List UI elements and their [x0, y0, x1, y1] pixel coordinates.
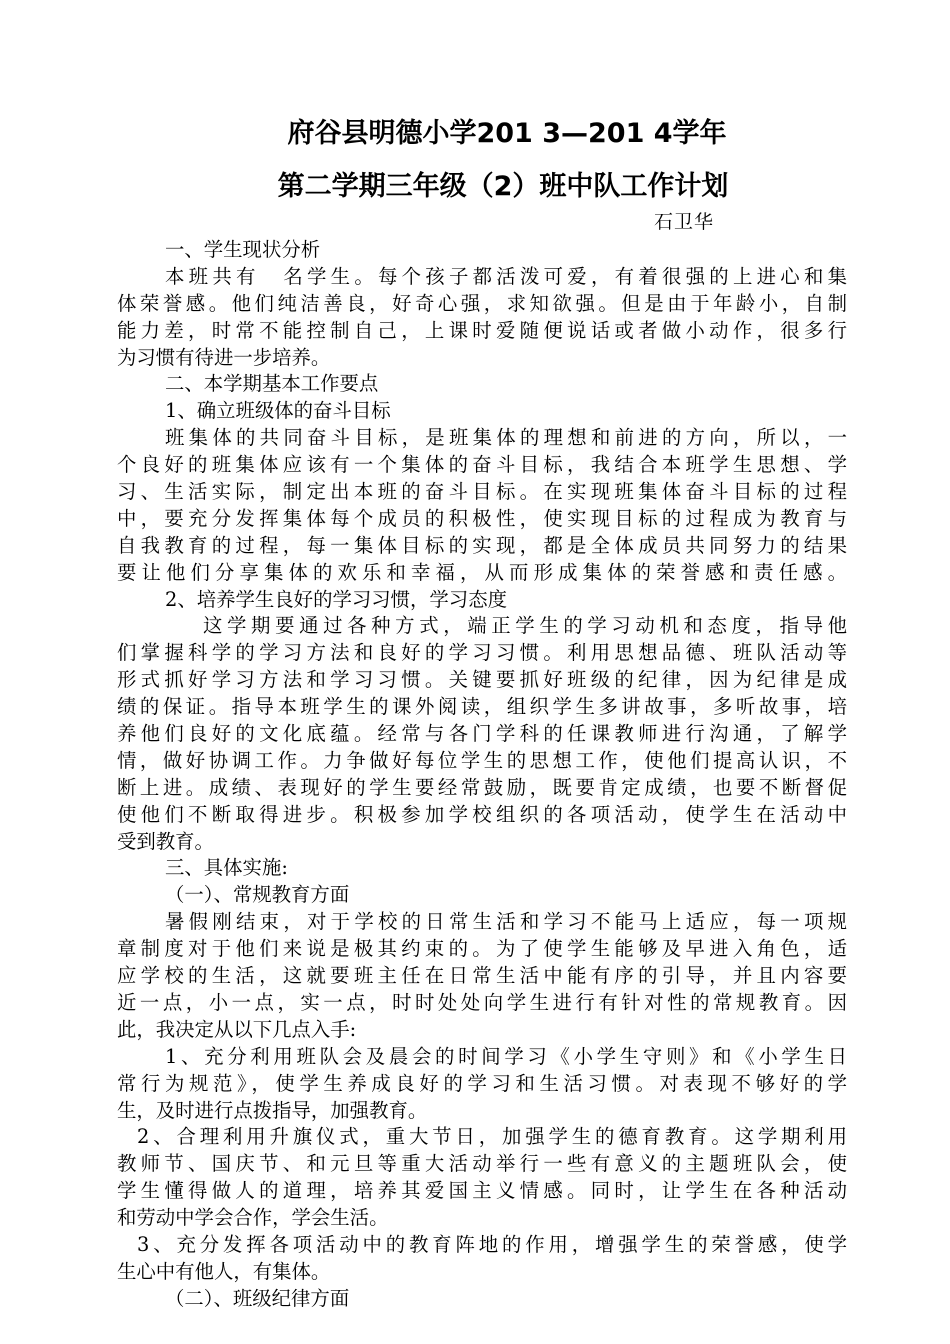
text-line: 章制度对于他们来说是极其约束的。为了使学生能够及早进入角色，适 [117, 937, 847, 961]
text-line: 1、充分利用班队会及晨会的时间学习《小学生守则》和《小学生日 [165, 1044, 847, 1068]
author-name: 石卫华 [654, 211, 715, 233]
text-line: 体荣誉感。他们纯洁善良，好奇心强，求知欲强。但是由于年龄小，自制 [117, 291, 847, 315]
text-line: 和劳动中学会合作，学会生活。 [117, 1206, 389, 1230]
text-line: 这学期要通过各种方式，端正学生的学习动机和态度，指导他 [203, 614, 847, 638]
document-body [117, 237, 847, 1313]
text-line: 生，及时进行点拨指导，加强教育。 [117, 1098, 428, 1122]
text-line: 生心中有他人，有集体。 [117, 1259, 331, 1283]
text-line: 个良好的班集体应该有一个集体的奋斗目标，我结合本班学生思想、学 [117, 453, 847, 477]
text-line: 教师节、国庆节、和元旦等重大活动举行一些有意义的主题班队会，使 [117, 1152, 847, 1176]
text-line: 学生懂得做人的道理，培养其爱国主义情感。同时，让学生在各种活动 [117, 1179, 847, 1203]
text-line: 要让他们分享集体的欢乐和幸福，从而形成集体的荣誉感和责任感。 [117, 560, 847, 584]
text-line: 暑假刚结束，对于学校的日常生活和学习不能马上适应，每一项规 [165, 910, 847, 934]
text-line: 养他们良好的文化底蕴。经常与各门学科的任课教师进行沟通，了解学 [117, 722, 847, 746]
text-line: 们掌握科学的学习方法和良好的学习习惯。利用思想品德、班队活动等 [117, 641, 847, 665]
text-line: （二）、班级纪律方面 [165, 1286, 350, 1310]
text-line: 此，我决定从以下几点入手: [117, 1017, 357, 1041]
text-line: 本班共有 名学生。每个孩子都活泼可爱，有着很强的上进心和集 [165, 264, 847, 288]
text-line: 近一点，小一点，实一点，时时处处向学生进行有针对性的常规教育。因 [117, 990, 847, 1014]
text-line: 断上进。成绩、表现好的学生要经常鼓励，既要肯定成绩，也要不断督促 [117, 775, 847, 799]
text-line: 2、合理利用升旗仪式，重大节日，加强学生的德育教育。这学期利用 [137, 1125, 847, 1149]
text-line: 二、本学期基本工作要点 [165, 372, 379, 396]
text-line: 应学校的生活，这就要班主任在日常生活中能有序的引导，并且内容要 [117, 964, 847, 988]
text-line: 1、确立班级体的奋斗目标 [165, 399, 391, 423]
text-line: 绩的保证。指导本班学生的课外阅读，组织学生多讲故事，多听故事，培 [117, 695, 847, 719]
text-line: 三、具体实施: [165, 856, 288, 880]
text-line: 2、培养学生良好的学习习惯，学习态度 [165, 587, 507, 611]
text-line: 受到教育。 [117, 829, 214, 853]
text-line: 使他们不断取得进步。积极参加学校组织的各项活动，使学生在活动中 [117, 802, 847, 826]
text-line: 3、充分发挥各项活动中的教育阵地的作用，增强学生的荣誉感，使学 [137, 1232, 847, 1256]
text-line: 中，要充分发挥集体每个成员的积极性，使实现目标的过程成为教育与 [117, 506, 847, 530]
text-line: 自我教育的过程，每一集体目标的实现，都是全体成员共同努力的结果 [117, 533, 847, 557]
text-line: （一）、常规教育方面 [165, 883, 350, 907]
text-line: 习、生活实际，制定出本班的奋斗目标。在实现班集体奋斗目标的过程 [117, 480, 847, 504]
document-title-line-2: 第二学期三年级（2）班中队工作计划 [277, 171, 729, 202]
text-line: 情，做好协调工作。力争做好每位学生的思想工作，使他们提高认识，不 [117, 748, 847, 772]
text-line: 一、学生现状分析 [165, 238, 321, 261]
text-line: 班集体的共同奋斗目标，是班集体的理想和前进的方向，所以，一 [165, 426, 847, 450]
document-title-line-1: 府谷县明德小学201 3—201 4学年 [287, 118, 727, 149]
text-line: 能力差，时常不能控制自己，上课时爱随便说话或者做小动作，很多行 [117, 318, 847, 342]
text-line: 为习惯有待进一步培养。 [117, 345, 331, 369]
text-line: 常行为规范》，使学生养成良好的学习和生活习惯。对表现不够好的学 [117, 1071, 847, 1095]
text-line: 形式抓好学习方法和学习习惯。关键要抓好班级的纪律，因为纪律是成 [117, 668, 847, 692]
